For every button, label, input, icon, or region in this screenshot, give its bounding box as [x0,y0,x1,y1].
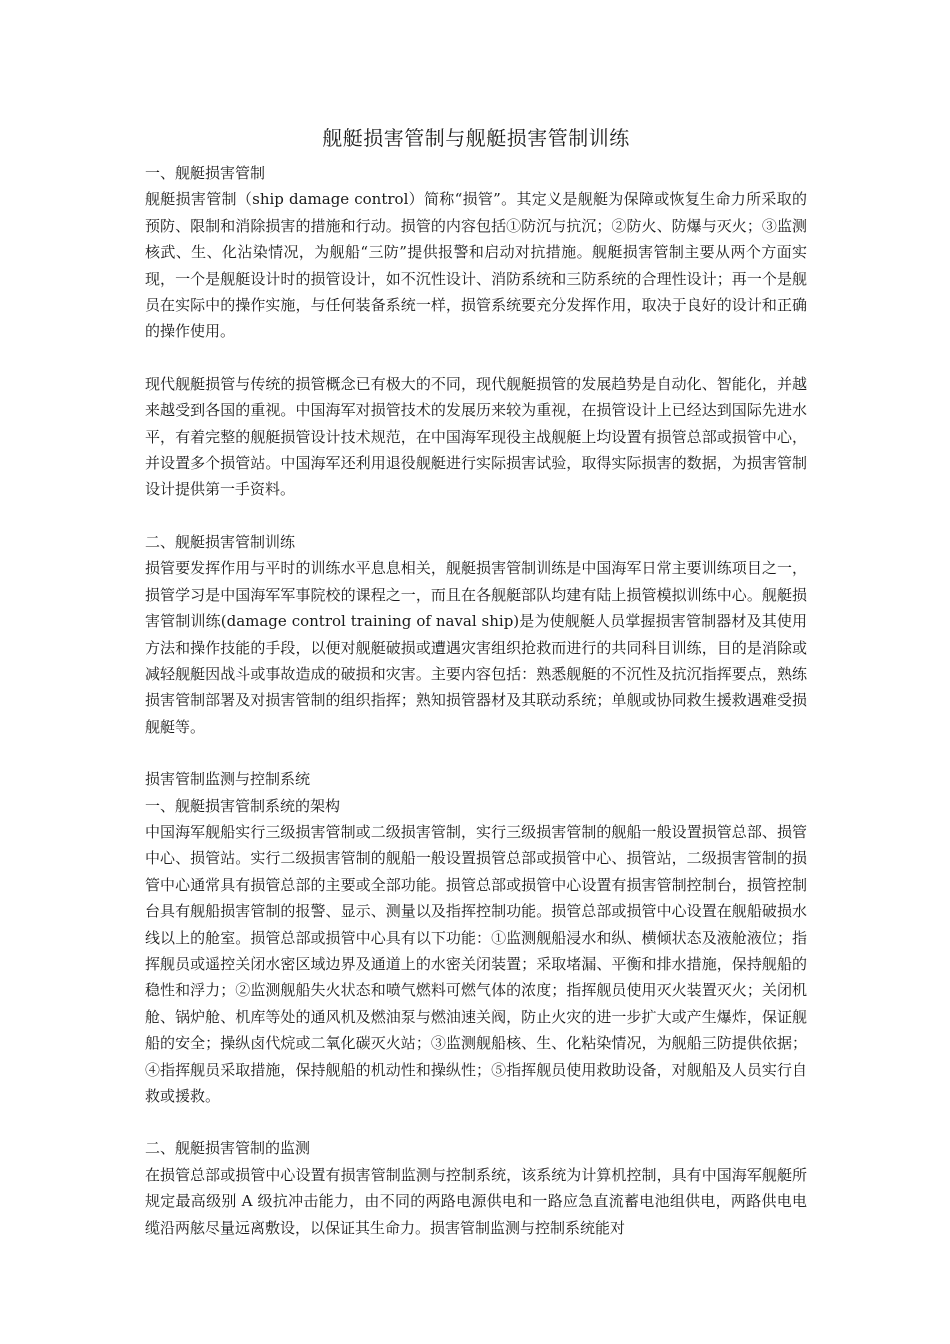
section-heading-training: 二、舰艇损害管制训练 [145,532,296,551]
subsection-heading-architecture: 一、舰艇损害管制系统的架构 [145,796,341,815]
paragraph-gap [145,503,807,529]
paragraph-monitoring: 在损管总部或损管中心设置有损害管制监测与控制系统，该系统为计算机控制，具有中国海军舰艇所规定最高级别 A 级抗冲击能力，由不同的两路电源供电和一路应急直流蓄电池组供电，两路供电电缆沿两舷尽量远离敷设，以保证其生命力。损害管制监测与控制系统能对 [145,1165,807,1237]
paragraph-modern-damage-control: 现代舰艇损管与传统的损管概念已有极大的不同，现代舰艇损管的发展趋势是自动化、智能化，并越来越受到各国的重视。中国海军对损管技术的发展历来较为重视，在损管设计上已经达到国际先进水平，有着完整的舰艇损管设计技术规范，在中国海军现役主战舰艇上均设置有损管总部或损管中心，并设置多个损管站。中国海军还利用退役舰艇进行实际损害试验，取得实际损害的数据，为损害管制设计提供第一手资料。 [145,374,807,499]
paragraph-gap [145,1109,807,1135]
section-heading-damage-control: 一、舰艇损害管制 [145,164,266,182]
paragraph-training: 损管要发挥作用与平时的训练水平息息相关，舰艇损害管制训练是中国海军日常主要训练项目之一，损管学习是中国海军军事院校的课程之一，而且在各舰艇部队均建有陆上损管模拟训练中心。舰艇损害管制训练(damage control training of naval ship)是为使舰艇人员掌握损害管制器材及其使用方法和操作技能的手段，以便对舰艇破损或遭遇灾害组织抢救而进行的共同科目训练，目的是消除或减轻舰艇因战斗或事故造成的破损和灾害。主要内容包括：熟悉舰艇的不沉性及抗沉指挥要点，熟练损害管制部署及对损害管制的组织指挥；熟知损管器材及其联动系统；单舰或协同救生援救遇难受损舰艇等。 [145,559,807,736]
section-heading-monitoring: 二、舰艇损害管制的监测 [145,1139,311,1158]
paragraph-architecture: 中国海军舰船实行三级损害管制或二级损害管制，实行三级损害管制的舰船一般设置损管总部、损管中心、损管站。实行二级损害管制的舰船一般设置损管总部或损管中心、损管站，二级损害管制的损管中心通常具有损管总部的主要或全部功能。损管总部或损管中心设置有损害管制控制台，损管控制台具有舰船损害管制的报警、显示、测量以及指挥控制功能。损管总部或损管中心设置在舰船破损水线以上的舱室。损管总部或损管中心具有以下功能：①监测舰船浸水和纵、横倾状态及液舱液位；指挥舰员或遥控关闭水密区域边界及通道上的水密关闭装置；采取堵漏、平衡和排水措施，保持舰船的稳性和浮力；②监测舰船失火状态和喷气燃料可燃气体的浓度；指挥舰员使用灭火装置灭火；关闭机舱、锅炉舱、机库等处的通风机及燃油泵与燃油速关阀，防止火灾的进一步扩大或产生爆炸，保证舰船的安全；操纵卤代烷或二氧化碳灭火站；③监测舰船核、生、化粘染情况，为舰船三防提供依据；④指挥舰员采取措施，保持舰船的机动性和操纵性；⑤指挥舰员使用救助设备，对舰船及人员实行自救或援救。 [145,822,807,1105]
paragraph-damage-control-definition: 舰艇损害管制（ship damage control）简称“损管”。其定义是舰艇为保障或恢复生命力所采取的预防、限制和消除损害的措施和行动。损管的内容包括①防沉与抗沉；②防火、防爆与灭火；③监测核武、生、化沾染情况，为舰船“三防”提供报警和启动对抗措施。舰艇损害管制主要从两个方面实现，一个是舰艇设计时的损管设计，如不沉性设计、消防系统和三防系统的合理性设计；再一个是舰员在实际中的操作实施，与任何装备系统一样，损管系统要充分发挥作用，取决于良好的设计和正确的操作使用。 [145,190,807,341]
document-title: 舰艇损害管制与舰艇损害管制训练 [322,126,630,150]
document-page [145,122,807,1241]
paragraph-gap [145,345,807,371]
paragraph-gap [145,740,807,766]
section-heading-monitoring-system: 损害管制监测与控制系统 [145,770,311,789]
